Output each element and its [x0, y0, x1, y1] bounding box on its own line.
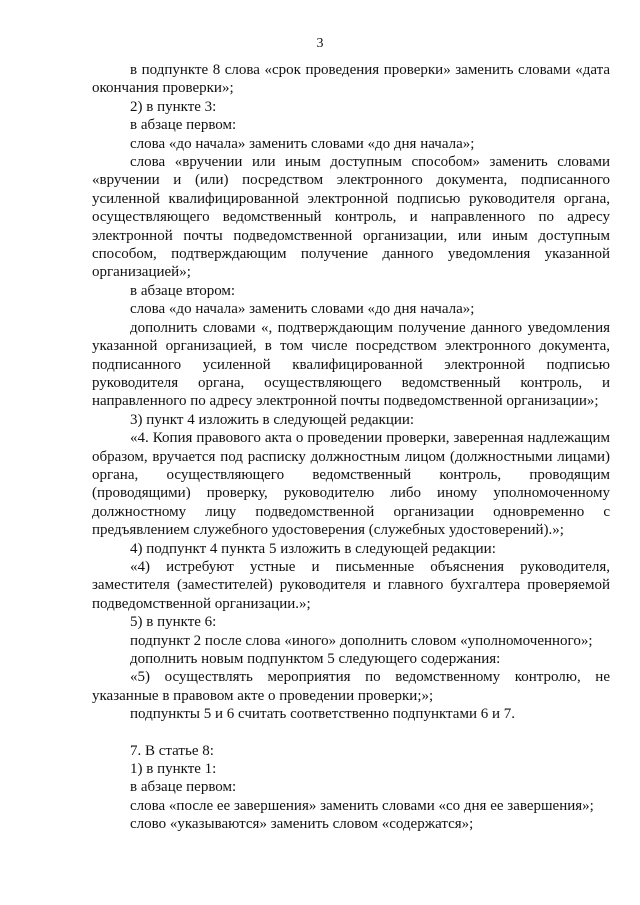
paragraph: 4) подпункт 4 пункта 5 изложить в следующей редакции: — [130, 540, 496, 557]
paragraph: в абзаце втором: — [130, 282, 236, 299]
paragraph: слова «до начала» заменить словами «до дня начала»; — [130, 135, 475, 152]
paragraph: слова «после ее завершения» заменить словами «со дня ее завершения»; — [130, 797, 594, 814]
paragraph: «5) осуществлять мероприятия по ведомственному контролю, не указанные в правовом акте о проведении проверки;»; — [92, 669, 610, 704]
paragraph: 1) в пункте 1: — [130, 761, 217, 778]
paragraph: 7. В статье 8: — [130, 742, 214, 759]
paragraph-gap — [92, 724, 610, 742]
page-number: 3 — [316, 36, 324, 51]
paragraph: 2) в пункте 3: — [130, 98, 217, 115]
paragraph: в абзаце первом: — [130, 779, 237, 796]
paragraph: подпункт 2 после слова «иного» дополнить словом «уполномоченного»; — [130, 632, 593, 649]
paragraph: слова «вручении или иным доступным способом» заменить словами «вручении и (или) посредством электронного документа, подписанного усиленной квалифицированной электронной подписью руководителя органа, осуществляющего ведомственный контроль, и направленного по адресу электронной почты подведомственной организации, или иным доступным способом, подтверждающим получение данного уведомления указанной организацией»; — [92, 154, 610, 281]
document-body — [92, 61, 610, 834]
paragraph: подпункты 5 и 6 считать соответственно подпунктами 6 и 7. — [130, 706, 516, 723]
paragraph: дополнить новым подпунктом 5 следующего содержания: — [130, 651, 501, 667]
paragraph: слово «указываются» заменить словом «содержатся»; — [130, 816, 474, 833]
paragraph: 3) пункт 4 изложить в следующей редакции: — [130, 411, 415, 428]
paragraph: 5) в пункте 6: — [130, 614, 217, 631]
paragraph: в подпункте 8 слова «срок проведения проверки» заменить словами «дата окончания проверки»; — [92, 62, 610, 97]
paragraph: слова «до начала» заменить словами «до дня начала»; — [130, 301, 475, 318]
paragraph: «4) истребуют устные и письменные объяснения руководителя, заместителя (заместителей) руководителя и главного бухгалтера проверяемой подведомственной организации.»; — [92, 558, 610, 612]
paragraph: в абзаце первом: — [130, 117, 237, 134]
paragraph: «4. Копия правового акта о проведении проверки, заверенная надлежащим образом, вручается под расписку должностным лицом (должностными лицами) органа, осуществляющего ведомственный контроль, проводящим (проводящими) проверку, руководителю либо иному уполномоченному должностному лицу подведомственной организации одновременно с предъявлением служебного удостоверения (служебных удостоверений).»; — [92, 430, 610, 539]
paragraph: дополнить словами «, подтверждающим получение данного уведомления указанной организацией, в том числе посредством электронного документа, подписанного усиленной квалифицированной электронной подписью руководителя органа, осуществляющего ведомственный контроль, и направленного по адресу электронной почты подведомственной организации»; — [92, 319, 610, 410]
